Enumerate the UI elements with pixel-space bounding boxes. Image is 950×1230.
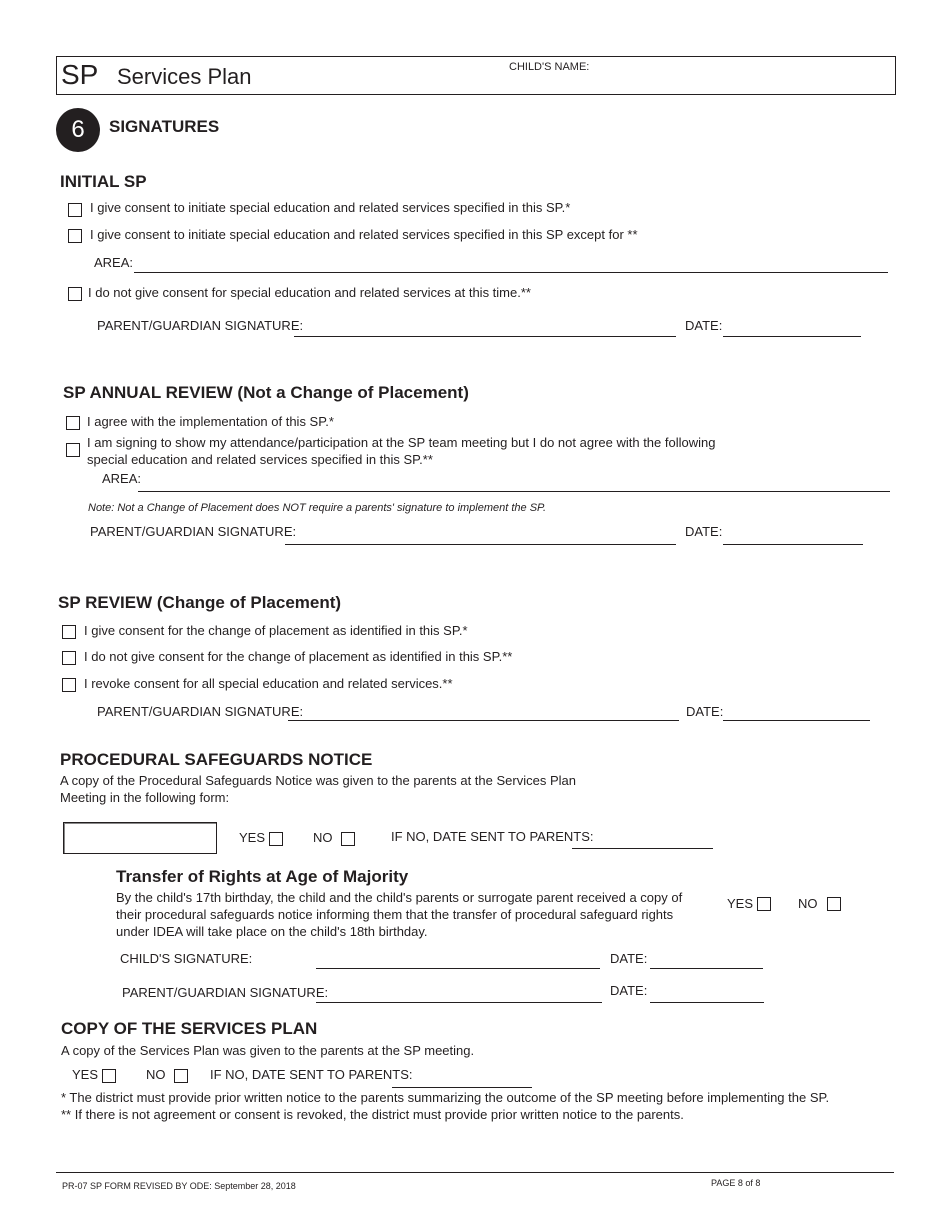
parent-date-label: DATE: (610, 983, 648, 998)
annual-disagree-label-line1: I am signing to show my attendance/participation at the SP team meeting but I do not agree with the following (87, 435, 716, 450)
footnote-two: ** If there is not agreement or consent is revoked, the district must provide prior written notice to the parents. (61, 1107, 684, 1122)
parent-signature-field[interactable] (316, 1002, 602, 1003)
footer-form-info: PR-07 SP FORM REVISED BY ODE: September 28, 2018 (62, 1181, 296, 1191)
transfer-no-label: NO (798, 896, 818, 911)
parent-signature-label: PARENT/GUARDIAN SIGNATURE: (122, 985, 329, 1000)
child-signature-field[interactable] (316, 968, 600, 969)
initial-no-consent-label: I do not give consent for special education and related services at this time.** (88, 285, 531, 300)
review-no-consent-checkbox[interactable] (62, 651, 76, 665)
section-title: SIGNATURES (109, 117, 220, 136)
copy-plan-yes-checkbox[interactable] (102, 1069, 116, 1083)
initial-area-label: AREA: (94, 255, 134, 270)
review-consent-label: I give consent for the change of placement as identified in this SP.* (84, 623, 468, 638)
child-date-label: DATE: (610, 951, 648, 966)
childs-name-field[interactable] (592, 59, 887, 89)
initial-consent-except-checkbox[interactable] (68, 229, 82, 243)
safeguards-form-field[interactable] (63, 822, 217, 854)
child-signature-label: CHILD'S SIGNATURE: (120, 951, 253, 966)
review-date-label: DATE: (686, 704, 724, 719)
transfer-text-line1: By the child's 17th birthday, the child and the child's parents or surrogate parent received a copy of (116, 890, 683, 905)
copy-plan-desc: A copy of the Services Plan was given to the parents at the SP meeting. (61, 1043, 475, 1058)
copy-plan-no-label: NO (146, 1067, 166, 1082)
initial-area-field[interactable] (134, 272, 888, 273)
sp-review-title: SP REVIEW (Change of Placement) (58, 593, 342, 612)
annual-disagree-checkbox[interactable] (66, 443, 80, 457)
form-header (56, 56, 896, 95)
annual-note: Note: Not a Change of Placement does NOT require a parents' signature to implement the SP. (88, 502, 547, 514)
initial-date-field[interactable] (723, 336, 861, 337)
child-date-field[interactable] (650, 968, 763, 969)
annual-area-field[interactable] (138, 491, 890, 492)
annual-signature-field[interactable] (285, 544, 676, 545)
initial-sp-title: INITIAL SP (60, 172, 147, 191)
safeguards-desc-line1: A copy of the Procedural Safeguards Notice was given to the parents at the Services Plan (60, 773, 576, 788)
transfer-yes-checkbox[interactable] (757, 897, 771, 911)
annual-review-title: SP ANNUAL REVIEW (Not a Change of Placement) (63, 383, 469, 402)
copy-plan-if-no-label: IF NO, DATE SENT TO PARENTS: (210, 1067, 413, 1082)
initial-signature-label: PARENT/GUARDIAN SIGNATURE: (97, 318, 304, 333)
safeguards-if-no-label: IF NO, DATE SENT TO PARENTS: (391, 829, 594, 844)
initial-no-consent-checkbox[interactable] (68, 287, 82, 301)
transfer-no-checkbox[interactable] (827, 897, 841, 911)
footer-divider (56, 1172, 894, 1173)
transfer-text-line2: their procedural safeguards notice informing them that the transfer of procedural safeguard rights (116, 907, 674, 922)
footer-page-number: PAGE 8 of 8 (711, 1178, 761, 1188)
copy-plan-yes-label: YES (72, 1067, 99, 1082)
annual-disagree-label-line2: special education and related services specified in this SP.** (87, 452, 433, 467)
footnote-one: * The district must provide prior written notice to the parents summarizing the outcome of the SP meeting before implementing the SP. (61, 1090, 830, 1105)
safeguards-date-sent-field[interactable] (572, 848, 713, 849)
annual-area-label: AREA: (102, 471, 142, 486)
initial-signature-field[interactable] (294, 336, 676, 337)
parent-date-field[interactable] (650, 1002, 764, 1003)
annual-agree-checkbox[interactable] (66, 416, 80, 430)
childs-name-label: CHILD'S NAME: (509, 61, 590, 73)
form-code: SP (61, 59, 99, 90)
safeguards-no-checkbox[interactable] (341, 832, 355, 846)
annual-date-label: DATE: (685, 524, 723, 539)
initial-consent-checkbox[interactable] (68, 203, 82, 217)
annual-date-field[interactable] (723, 544, 863, 545)
review-consent-checkbox[interactable] (62, 625, 76, 639)
safeguards-no-label: NO (313, 830, 333, 845)
safeguards-desc-line2: Meeting in the following form: (60, 790, 230, 805)
copy-plan-title: COPY OF THE SERVICES PLAN (61, 1019, 318, 1038)
annual-signature-label: PARENT/GUARDIAN SIGNATURE: (90, 524, 297, 539)
safeguards-yes-checkbox[interactable] (269, 832, 283, 846)
review-signature-label: PARENT/GUARDIAN SIGNATURE: (97, 704, 304, 719)
section-number-badge (56, 108, 100, 152)
form-title: Services Plan (117, 64, 252, 89)
review-revoke-checkbox[interactable] (62, 678, 76, 692)
copy-plan-no-checkbox[interactable] (174, 1069, 188, 1083)
initial-consent-label: I give consent to initiate special education and related services specified in this SP.* (90, 200, 571, 215)
section-number: 6 (71, 116, 85, 143)
safeguards-yes-label: YES (239, 830, 266, 845)
copy-plan-date-sent-field[interactable] (392, 1087, 532, 1088)
review-signature-field[interactable] (288, 720, 679, 721)
safeguards-title: PROCEDURAL SAFEGUARDS NOTICE (60, 750, 373, 769)
initial-consent-except-label: I give consent to initiate special education and related services specified in this SP except for ** (90, 227, 638, 242)
review-revoke-label: I revoke consent for all special education and related services.** (84, 676, 453, 691)
annual-agree-label: I agree with the implementation of this SP.* (87, 414, 334, 429)
transfer-title: Transfer of Rights at Age of Majority (116, 867, 409, 886)
review-no-consent-label: I do not give consent for the change of placement as identified in this SP.** (84, 649, 513, 664)
review-date-field[interactable] (723, 720, 870, 721)
initial-date-label: DATE: (685, 318, 723, 333)
transfer-yes-label: YES (727, 896, 754, 911)
transfer-text-line3: under IDEA will take place on the child's 18th birthday. (116, 924, 428, 939)
